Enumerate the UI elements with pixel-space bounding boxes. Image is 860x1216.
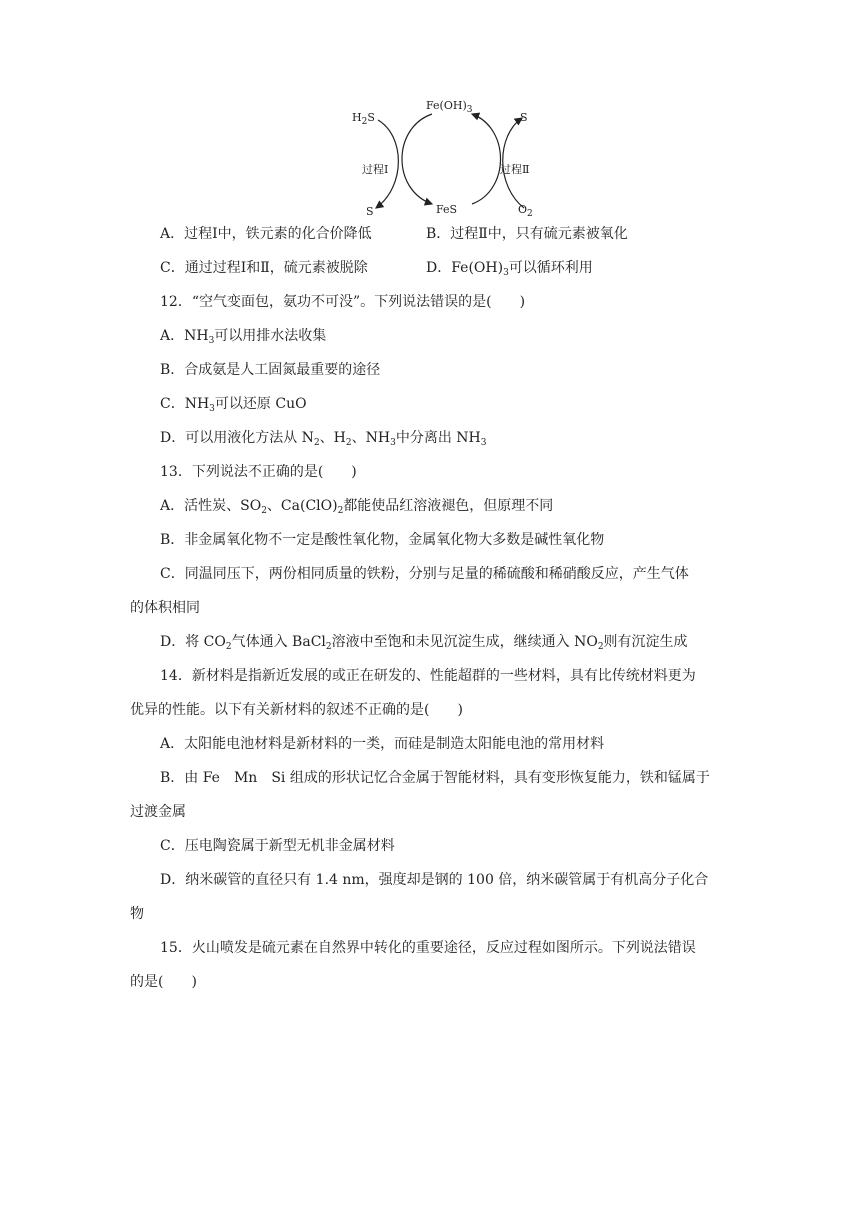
label-s-bottom: S [366,205,374,218]
q14-option-a: A．太阳能电池材料是新材料的一类，而硅是制造太阳能电池的常用材料 [160,736,605,752]
label-s-right: S [520,111,528,124]
q13-option-b: B．非金属氧化物不一定是酸性氧化物，金属氧化物大多数是碱性氧化物 [160,532,605,548]
q14-stem-line1: 14．新材料是指新近发展的或正在研发的、性能超群的一些材料，具有比传统材料更为 [160,668,696,684]
q13-option-c-line1: C．同温同压下，两份相同质量的铁粉，分别与足量的稀硫酸和稀硝酸反应，产生气体 [160,566,689,582]
q13-stem: 13．下列说法不正确的是( ) [160,464,357,480]
q14-stem-line2: 优异的性能。以下有关新材料的叙述不正确的是( ) [130,702,463,718]
label-process-2: 过程Ⅱ [500,163,530,176]
q15-stem-line1: 15．火山喷发是硫元素在自然界中转化的重要途径，反应过程如图所示。下列说法错误 [160,940,696,956]
q14-option-c: C．压电陶瓷属于新型无机非金属材料 [160,838,395,854]
label-o2: $O_2$ [518,203,533,219]
q13-option-d: D．将 $CO_2$气体通入 BaCl$_2$溶液中至饱和未见沉淀生成，继续通入 $NO_2$则有沉淀生成 [160,634,688,652]
q12-option-c: C．$NH_3$可以还原 CuO [160,396,307,414]
q13-option-a: A．活性炭、$SO_2$、$Ca(ClO)_2$都能使品红溶液褪色，但原理不同 [160,498,554,516]
reaction-cycle-diagram [340,96,560,220]
q12-option-b: B．合成氨是人工固氮最重要的途径 [160,362,381,378]
label-fes: FeS [436,203,458,216]
q11-option-c: C．通过过程Ⅰ和Ⅱ，硫元素被脱除 [160,260,368,276]
arrow-fes-to-feoh3 [472,114,501,204]
q15-stem-line2: 的是( ) [130,974,197,990]
q13-option-c-line2: 的体积相同 [130,600,200,616]
q11-option-d: D．$Fe(OH)_3$可以循环利用 [426,260,593,278]
label-feoh3: $Fe(OH)_3$ [426,99,473,115]
label-h2s: $H_2S$ [352,111,375,127]
q11-option-b: B．过程Ⅱ中，只有硫元素被氧化 [426,226,628,242]
q14-option-d-line2: 物 [130,906,144,922]
q14-option-d-line1: D．纳米碳管的直径只有 1.4 nm，强度却是钢的 100 倍，纳米碳管属于有机高分子化合 [160,872,709,888]
q12-option-a: A．$NH_3$可以用排水法收集 [160,328,327,346]
q14-option-b-line2: 过渡金属 [130,804,186,820]
q11-option-a: A．过程Ⅰ中，铁元素的化合价降低 [160,226,372,242]
q12-stem: 12．“空气变面包，氨功不可没”。下列说法错误的是( ) [160,294,526,310]
q12-option-d: D．可以用液化方法从 $N_2$、$H_2$、$NH_3$中分离出 $NH_3$ [160,430,487,448]
label-process-1: 过程Ⅰ [362,163,389,176]
q14-option-b-line1: B．由 Fe Mn Si 组成的形状记忆合金属于智能材料，具有变形恢复能力，铁和锰属于 [160,770,710,786]
arrow-feoh3-to-fes [402,114,432,204]
